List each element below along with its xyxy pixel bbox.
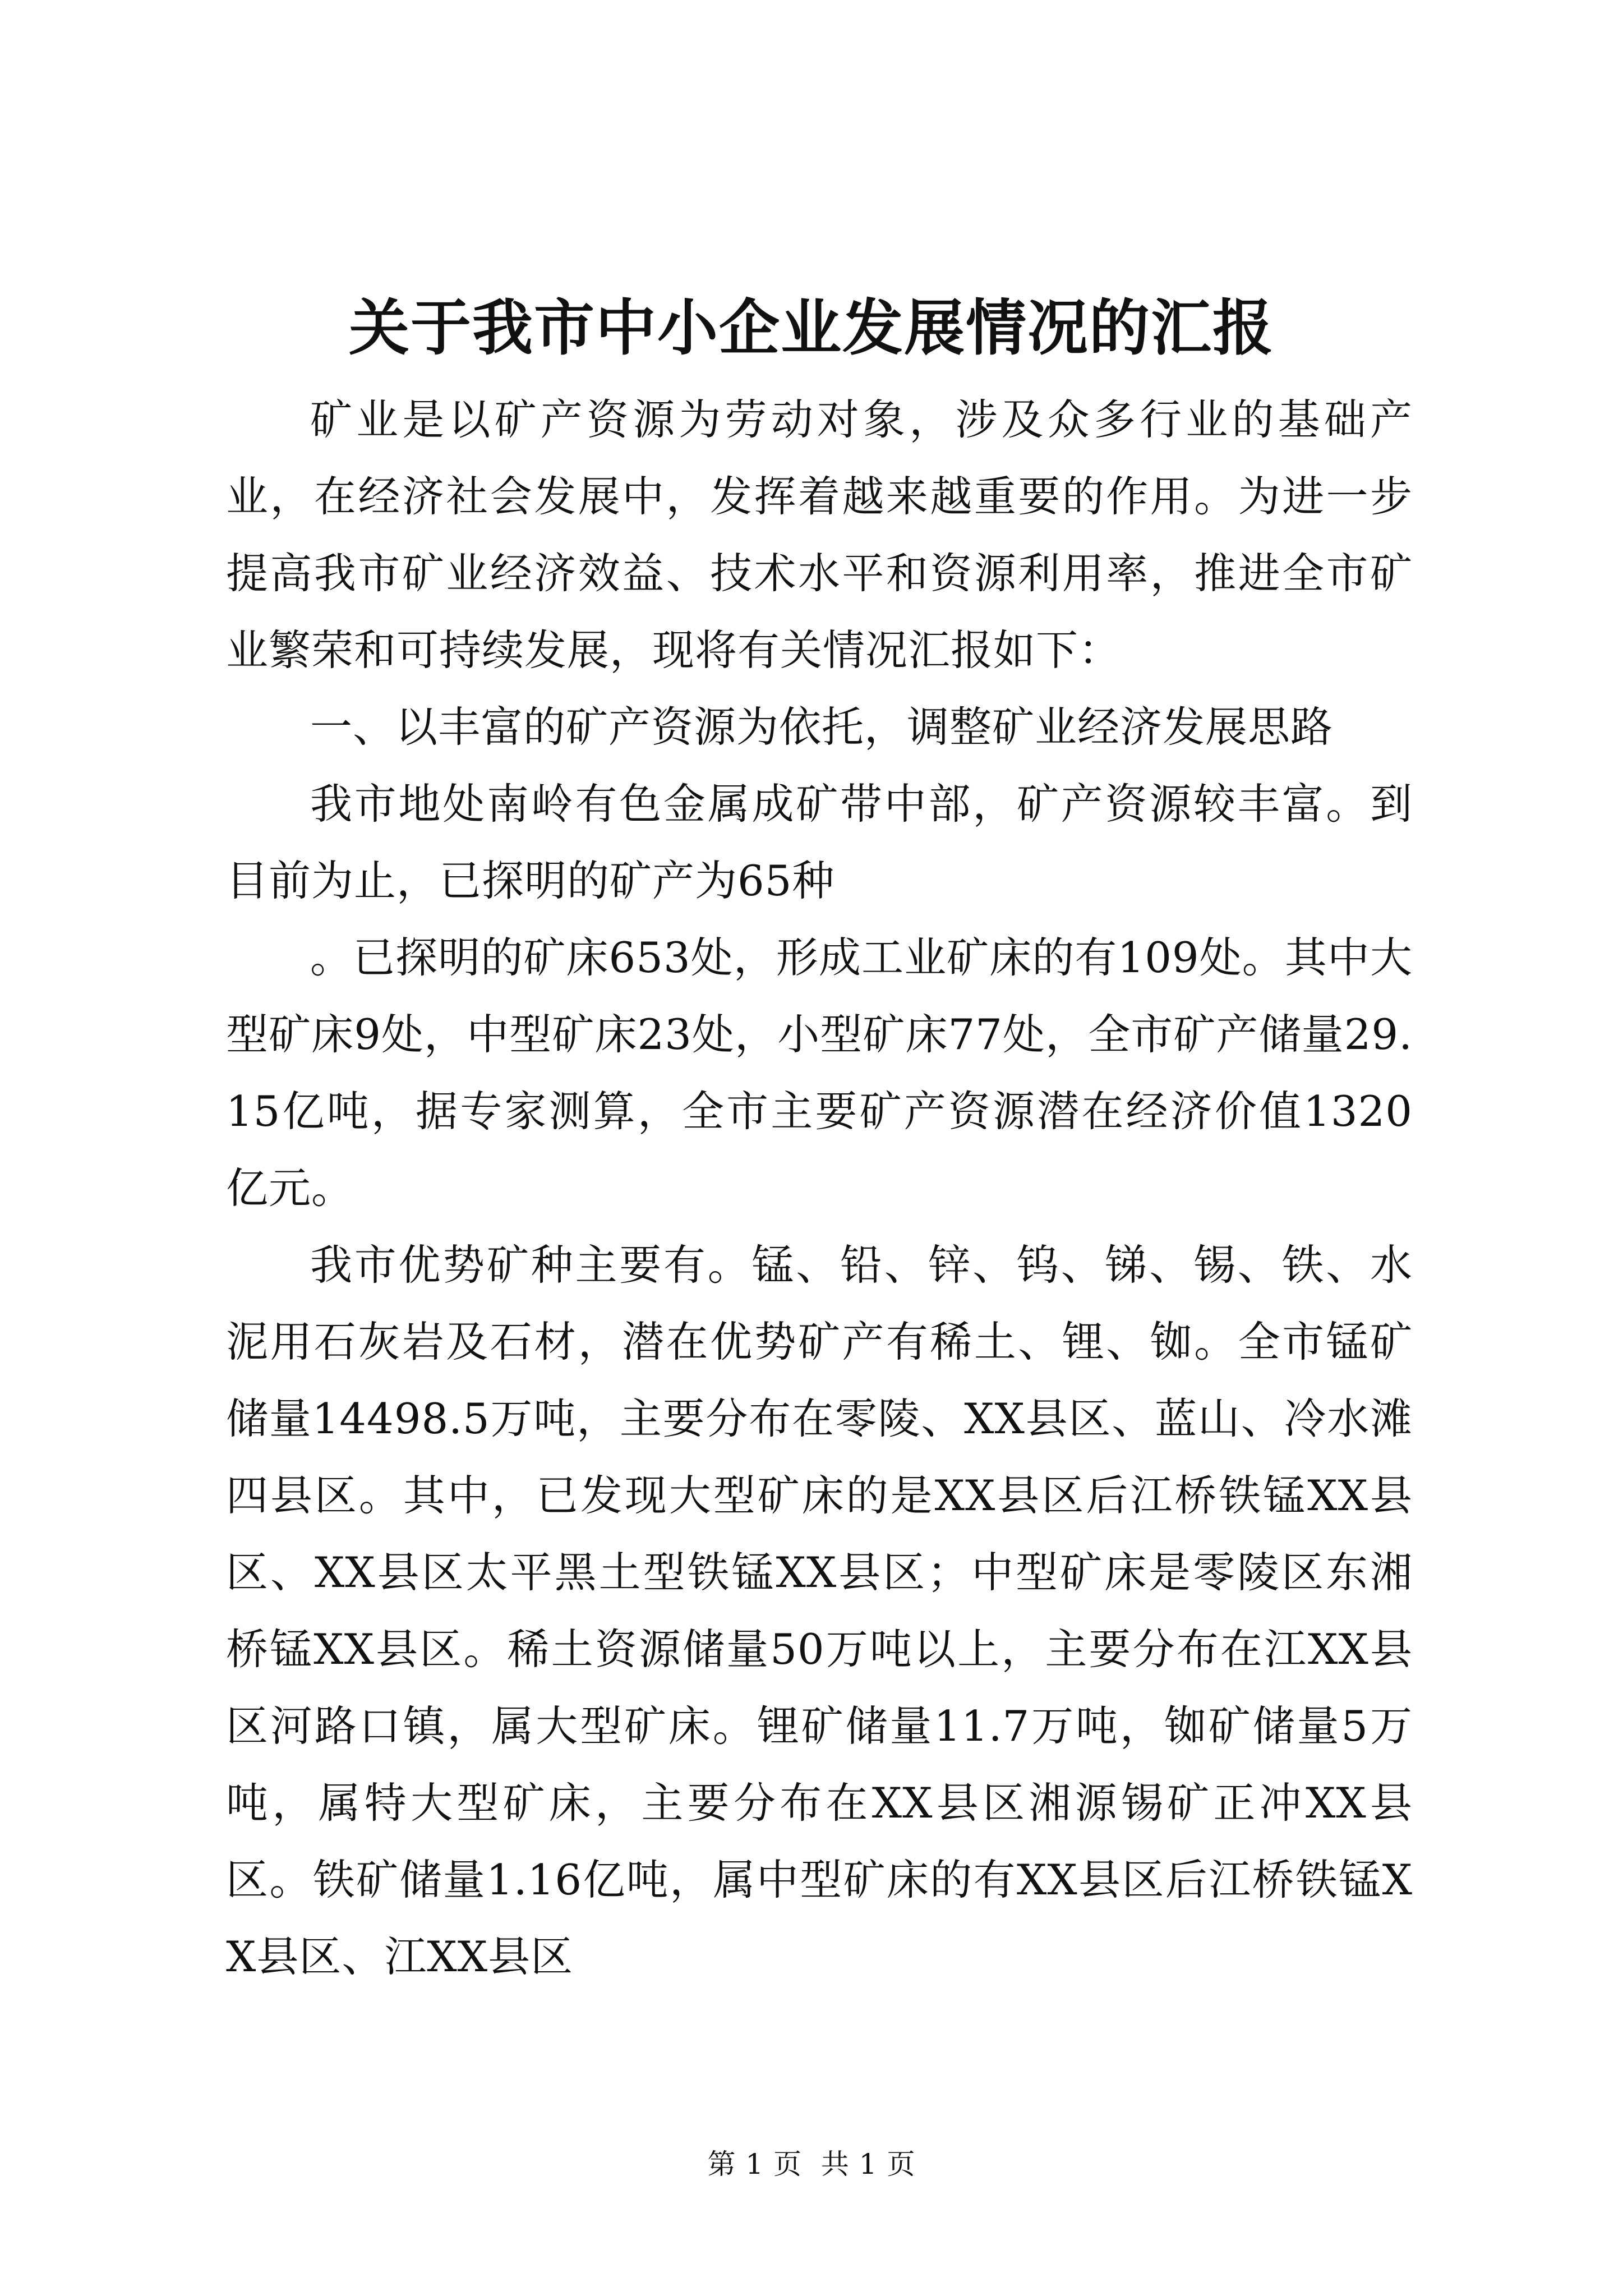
document-title: 关于我市中小企业发展情况的汇报 — [348, 293, 1274, 364]
paragraph-location: 我市地处南岭有色金属成矿带中部，矿产资源较丰富。到目前为止，已探明的矿产为65种 — [226, 779, 1413, 905]
section-heading-1: 一、以丰富的矿产资源为依托，调整矿业经济发展思路 — [310, 702, 1334, 752]
paragraph-deposits: 。已探明的矿床653处，形成工业矿床的有109处。其中大型矿床9处，中型矿床23处，小型矿床77处，全市矿产储量29.15亿吨，据专家测算，全市主要矿产资源潜在经济价值1320亿元。 — [226, 933, 1413, 1213]
paragraph-intro: 矿业是以矿产资源为劳动对象，涉及众多行业的基础产业，在经济社会发展中，发挥着越来越重要的作用。为进一步提高我市矿业经济效益、技术水平和资源利用率，推进全市矿业繁荣和可持续发展，现将有关情况汇报如下： — [226, 395, 1413, 675]
page-number: 第 1 页 共 1 页 — [707, 2148, 916, 2180]
page-footer — [0, 2147, 1623, 2181]
paragraph-minerals: 我市优势矿种主要有。锰、铅、锌、钨、锑、锡、铁、水泥用石灰岩及石材，潜在优势矿产有稀土、锂、铷。全市锰矿储量14498.5万吨，主要分布在零陵、XX县区、蓝山、冷水滩四县区。其中，已发现大型矿床的是XX县区后江桥铁锰XX县区、XX县区太平黑土型铁锰XX县区；中型矿床是零陵区东湘桥锰XX县区。稀土资源储量50万吨以上，主要分布在江XX县区河路口镇，属大型矿床。锂矿储量11.7万吨，铷矿储量5万吨，属特大型矿床，主要分布在XX县区湘源锡矿正冲XX县区。铁矿储量1.16亿吨，属中型矿床的有XX县区后江桥铁锰XX县区、江XX县区 — [226, 1240, 1413, 1981]
document-body — [226, 381, 1413, 1995]
